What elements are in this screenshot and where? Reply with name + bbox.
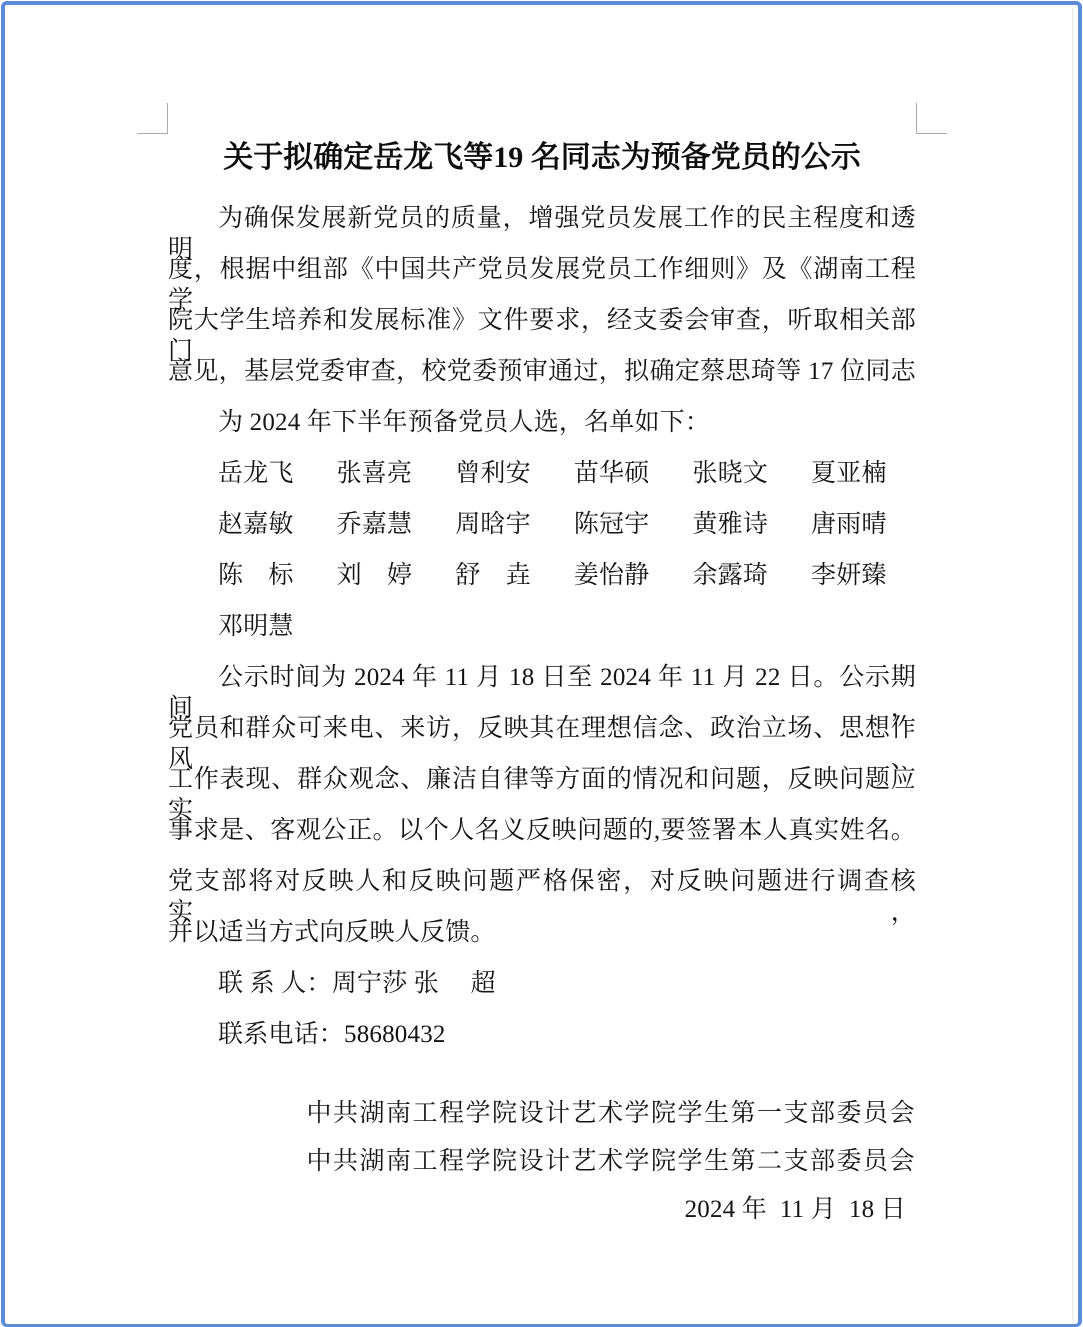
member-name: 黄雅诗	[692, 511, 769, 538]
date-line: 2024 年 11 月 18 日	[684, 1196, 906, 1223]
member-name: 周晗宇	[455, 511, 531, 538]
page-edge-line	[1072, 8, 1073, 1319]
member-name: 陈冠宇	[573, 511, 650, 538]
member-name: 陈 标	[218, 562, 294, 589]
member-name: 李妍臻	[811, 562, 887, 589]
contact-phone-line: 联系电话：58680432	[218, 1021, 446, 1048]
page-title: 关于拟确定岳龙飞等19 名同志为预备党员的公示	[223, 141, 861, 174]
member-name: 曾利安	[455, 460, 531, 487]
names-row	[168, 458, 916, 489]
member-name: 乔嘉慧	[336, 511, 413, 538]
paragraph-line: 工作表现、群众观念、廉洁自律等方面的情况和问题，反映问题应实	[168, 766, 916, 824]
member-name: 刘 婷	[336, 562, 413, 589]
member-name: 赵嘉敏	[218, 511, 294, 538]
member-name: 唐雨晴	[811, 511, 887, 538]
names-row	[168, 611, 916, 642]
paragraph-line: 度，根据中组部《中国共产党员发展党员工作细则》及《湖南工程学	[168, 256, 916, 314]
member-name: 余露琦	[692, 562, 769, 589]
names-row	[168, 509, 916, 540]
member-name: 姜怡静	[573, 562, 650, 589]
paragraph-line: 为 2024 年下半年预备党员人选，名单如下：	[218, 409, 711, 436]
member-name: 张晓文	[692, 460, 769, 487]
member-name: 岳龙飞	[218, 460, 294, 487]
paragraph-line: 为确保发展新党员的质量，增强党员发展工作的民主程度和透明	[168, 205, 916, 263]
signature-line-2: 中共湖南工程学院设计艺术学院学生第二支部委员会	[306, 1148, 916, 1175]
paragraph-line: 党支部将对反映人和反映问题严格保密，对反映问题进行调查核实，	[168, 868, 916, 926]
names-row	[168, 560, 916, 591]
paragraph-line: 并以适当方式向反映人反馈。	[168, 919, 496, 946]
member-name: 夏亚楠	[811, 460, 887, 487]
paragraph-line: 意见，基层党委审查，校党委预审通过，拟确定蔡思琦等 17 位同志	[168, 358, 916, 385]
paragraph-line: 公示时间为 2024 年 11 月 18 日至 2024 年 11 月 22 日。公示期间，	[168, 664, 916, 722]
member-name: 邓明慧	[218, 613, 294, 640]
contact-person-line: 联 系 人：周宁莎 张 超	[218, 970, 496, 997]
paragraph-line: 党员和群众可来电、来访，反映其在理想信念、政治立场、思想作风、	[168, 715, 916, 773]
margin-crop-mark-top-left	[137, 103, 168, 134]
member-name: 苗华硕	[573, 460, 650, 487]
paragraph-line: 事求是、客观公正。以个人名义反映问题的,要签署本人真实姓名。	[168, 817, 916, 844]
paragraph-line: 院大学生培养和发展标准》文件要求，经支委会审查，听取相关部门	[168, 307, 916, 365]
member-name: 张喜亮	[336, 460, 413, 487]
margin-crop-mark-top-right	[916, 103, 947, 134]
member-name: 舒 垚	[455, 562, 531, 589]
signature-line-1: 中共湖南工程学院设计艺术学院学生第一支部委员会	[306, 1100, 916, 1127]
